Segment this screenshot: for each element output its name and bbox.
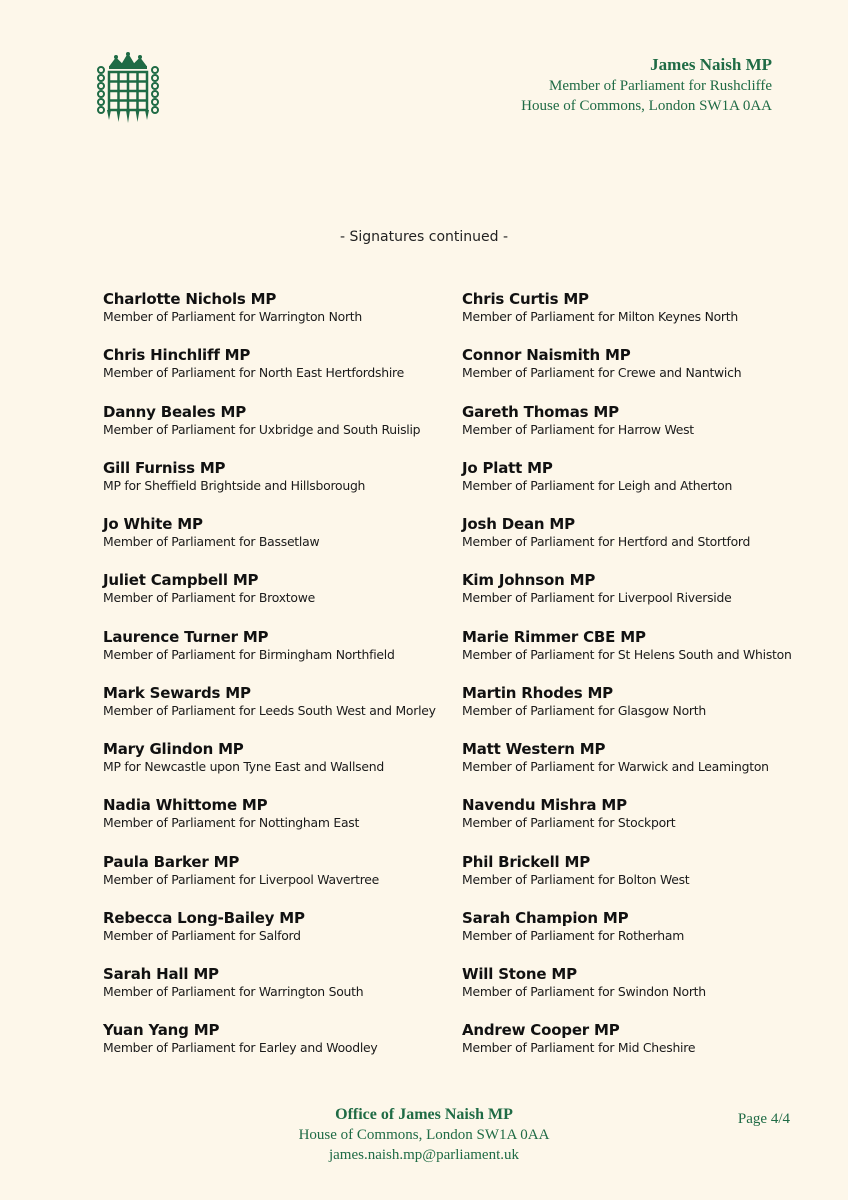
- signatory-name: Nadia Whittome MP: [103, 796, 268, 815]
- signatory-name: Kim Johnson MP: [462, 571, 596, 590]
- signature-entry: [103, 795, 448, 851]
- signatory-role: Member of Parliament for Earley and Woodley: [103, 1040, 378, 1056]
- signatory-name: Mary Glindon MP: [103, 740, 244, 758]
- header-name: James Naish MP: [650, 55, 772, 74]
- signatory-role: Member of Parliament for Salford: [103, 927, 301, 943]
- letterhead: [521, 54, 772, 116]
- signatory-role: Member of Parliament for Liverpool Riverside: [462, 590, 732, 606]
- signatory-role: Member of Parliament for Harrow West: [462, 421, 694, 437]
- page-footer: [0, 1104, 848, 1165]
- signatory-role: Member of Parliament for Uxbridge and South Ruislip: [103, 421, 421, 437]
- signatory-role: Member of Parliament for Hertford and Stortford: [462, 534, 751, 549]
- signatory-role: Member of Parliament for Crewe and Nantwich: [462, 365, 742, 381]
- signatory-name: Laurence Turner MP: [103, 627, 269, 646]
- signatory-name: Mark Sewards MP: [103, 683, 251, 702]
- signatory-role: Member of Parliament for Swindon North: [462, 984, 706, 999]
- signatory-role: Member of Parliament for Glasgow North: [462, 702, 706, 718]
- signatory-name: Sarah Hall MP: [103, 965, 219, 983]
- signature-entry: [103, 964, 448, 1020]
- signatory-role: Member of Parliament for Birmingham Northfield: [103, 646, 395, 662]
- signatory-name: Gill Furniss MP: [103, 458, 226, 477]
- signatory-name: Sarah Champion MP: [462, 908, 629, 927]
- signatory-role: MP for Sheffield Brightside and Hillsborough: [103, 477, 366, 493]
- signatures-right-column: [462, 289, 807, 1077]
- signatory-name: Danny Beales MP: [103, 402, 247, 421]
- signatory-name: Paula Barker MP: [103, 852, 240, 871]
- signatory-role: Member of Parliament for Milton Keynes North: [462, 309, 738, 324]
- signatory-role: Member of Parliament for Leigh and Atherton: [462, 477, 733, 493]
- signature-entry: [462, 908, 807, 964]
- signatory-name: Josh Dean MP: [462, 515, 575, 533]
- signatory-name: Chris Curtis MP: [462, 290, 589, 308]
- signatory-role: Member of Parliament for Bassetlaw: [103, 534, 320, 549]
- portcullis-icon: [96, 52, 160, 124]
- signatory-role: Member of Parliament for Broxtowe: [103, 590, 315, 606]
- signatory-name: Phil Brickell MP: [462, 852, 591, 871]
- signatory-role: Member of Parliament for Rotherham: [462, 927, 685, 943]
- signatory-name: Juliet Campbell MP: [103, 571, 259, 590]
- signature-entry: [103, 345, 448, 401]
- signature-entry: [103, 683, 448, 739]
- section-subtitle: - Signatures continued -: [339, 229, 509, 245]
- signature-entry: [103, 402, 448, 458]
- signatory-name: Gareth Thomas MP: [462, 402, 619, 421]
- footer-email: james.naish.mp@parliament.uk: [328, 1147, 520, 1163]
- signatory-name: Yuan Yang MP: [103, 1021, 220, 1040]
- signature-entry: [462, 458, 807, 514]
- signature-entry: [103, 739, 448, 795]
- signatory-role: Member of Parliament for Warwick and Leamington: [462, 759, 769, 774]
- signatory-role: Member of Parliament for Leeds South West and Morley: [103, 702, 436, 718]
- signatory-name: Charlotte Nichols MP: [103, 290, 277, 308]
- signature-entry: [462, 739, 807, 795]
- signatory-role: Member of Parliament for Liverpool Wavertree: [103, 871, 380, 887]
- signatory-name: Jo White MP: [103, 515, 203, 533]
- signature-entry: [462, 289, 807, 345]
- signature-entry: [462, 683, 807, 739]
- footer-address: House of Commons, London SW1A 0AA: [298, 1127, 550, 1143]
- signatory-role: Member of Parliament for Nottingham East: [103, 815, 360, 831]
- signatures-left-column: [103, 289, 448, 1077]
- signature-entry: [462, 402, 807, 458]
- signatory-name: Will Stone MP: [462, 965, 577, 983]
- signature-entry: [103, 908, 448, 964]
- signature-entry: [462, 1020, 807, 1076]
- signature-entry: [103, 289, 448, 345]
- signatory-name: Marie Rimmer CBE MP: [462, 627, 646, 646]
- signature-entry: [103, 627, 448, 683]
- signatory-name: Chris Hinchliff MP: [103, 346, 251, 365]
- signature-entry: [462, 627, 807, 683]
- signature-entry: [103, 570, 448, 626]
- signatory-role: Member of Parliament for Warrington North: [103, 309, 363, 324]
- header-role: Member of Parliament for Rushcliffe: [549, 78, 772, 94]
- signature-entry: [103, 1020, 448, 1076]
- signature-entry: [462, 570, 807, 626]
- signature-entry: [462, 852, 807, 908]
- signatory-name: Andrew Cooper MP: [462, 1021, 620, 1040]
- signature-entry: [103, 852, 448, 908]
- footer-office: Office of James Naish MP: [335, 1106, 513, 1123]
- signature-entry: [462, 795, 807, 851]
- signature-entry: [103, 514, 448, 570]
- signatory-role: Member of Parliament for Bolton West: [462, 871, 690, 887]
- signature-entry: [462, 345, 807, 401]
- signatory-role: MP for Newcastle upon Tyne East and Wallsend: [103, 759, 384, 774]
- signatory-role: Member of Parliament for Warrington South: [103, 984, 364, 999]
- header-address: House of Commons, London SW1A 0AA: [521, 98, 772, 114]
- signatory-name: Jo Platt MP: [462, 458, 553, 477]
- signatory-role: Member of Parliament for Stockport: [462, 815, 676, 831]
- signatory-role: Member of Parliament for Mid Cheshire: [462, 1040, 696, 1056]
- signatory-name: Connor Naismith MP: [462, 346, 631, 365]
- page-number: Page 4/4: [737, 1111, 790, 1127]
- signature-entry: [462, 514, 807, 570]
- signatory-name: Rebecca Long-Bailey MP: [103, 908, 305, 927]
- signatory-role: Member of Parliament for North East Hertfordshire: [103, 365, 404, 381]
- signatory-name: Matt Western MP: [462, 740, 606, 758]
- signatory-name: Navendu Mishra MP: [462, 796, 627, 815]
- signatory-role: Member of Parliament for St Helens South and Whiston: [462, 646, 792, 662]
- signature-entry: [462, 964, 807, 1020]
- signatory-name: Martin Rhodes MP: [462, 683, 613, 702]
- signature-entry: [103, 458, 448, 514]
